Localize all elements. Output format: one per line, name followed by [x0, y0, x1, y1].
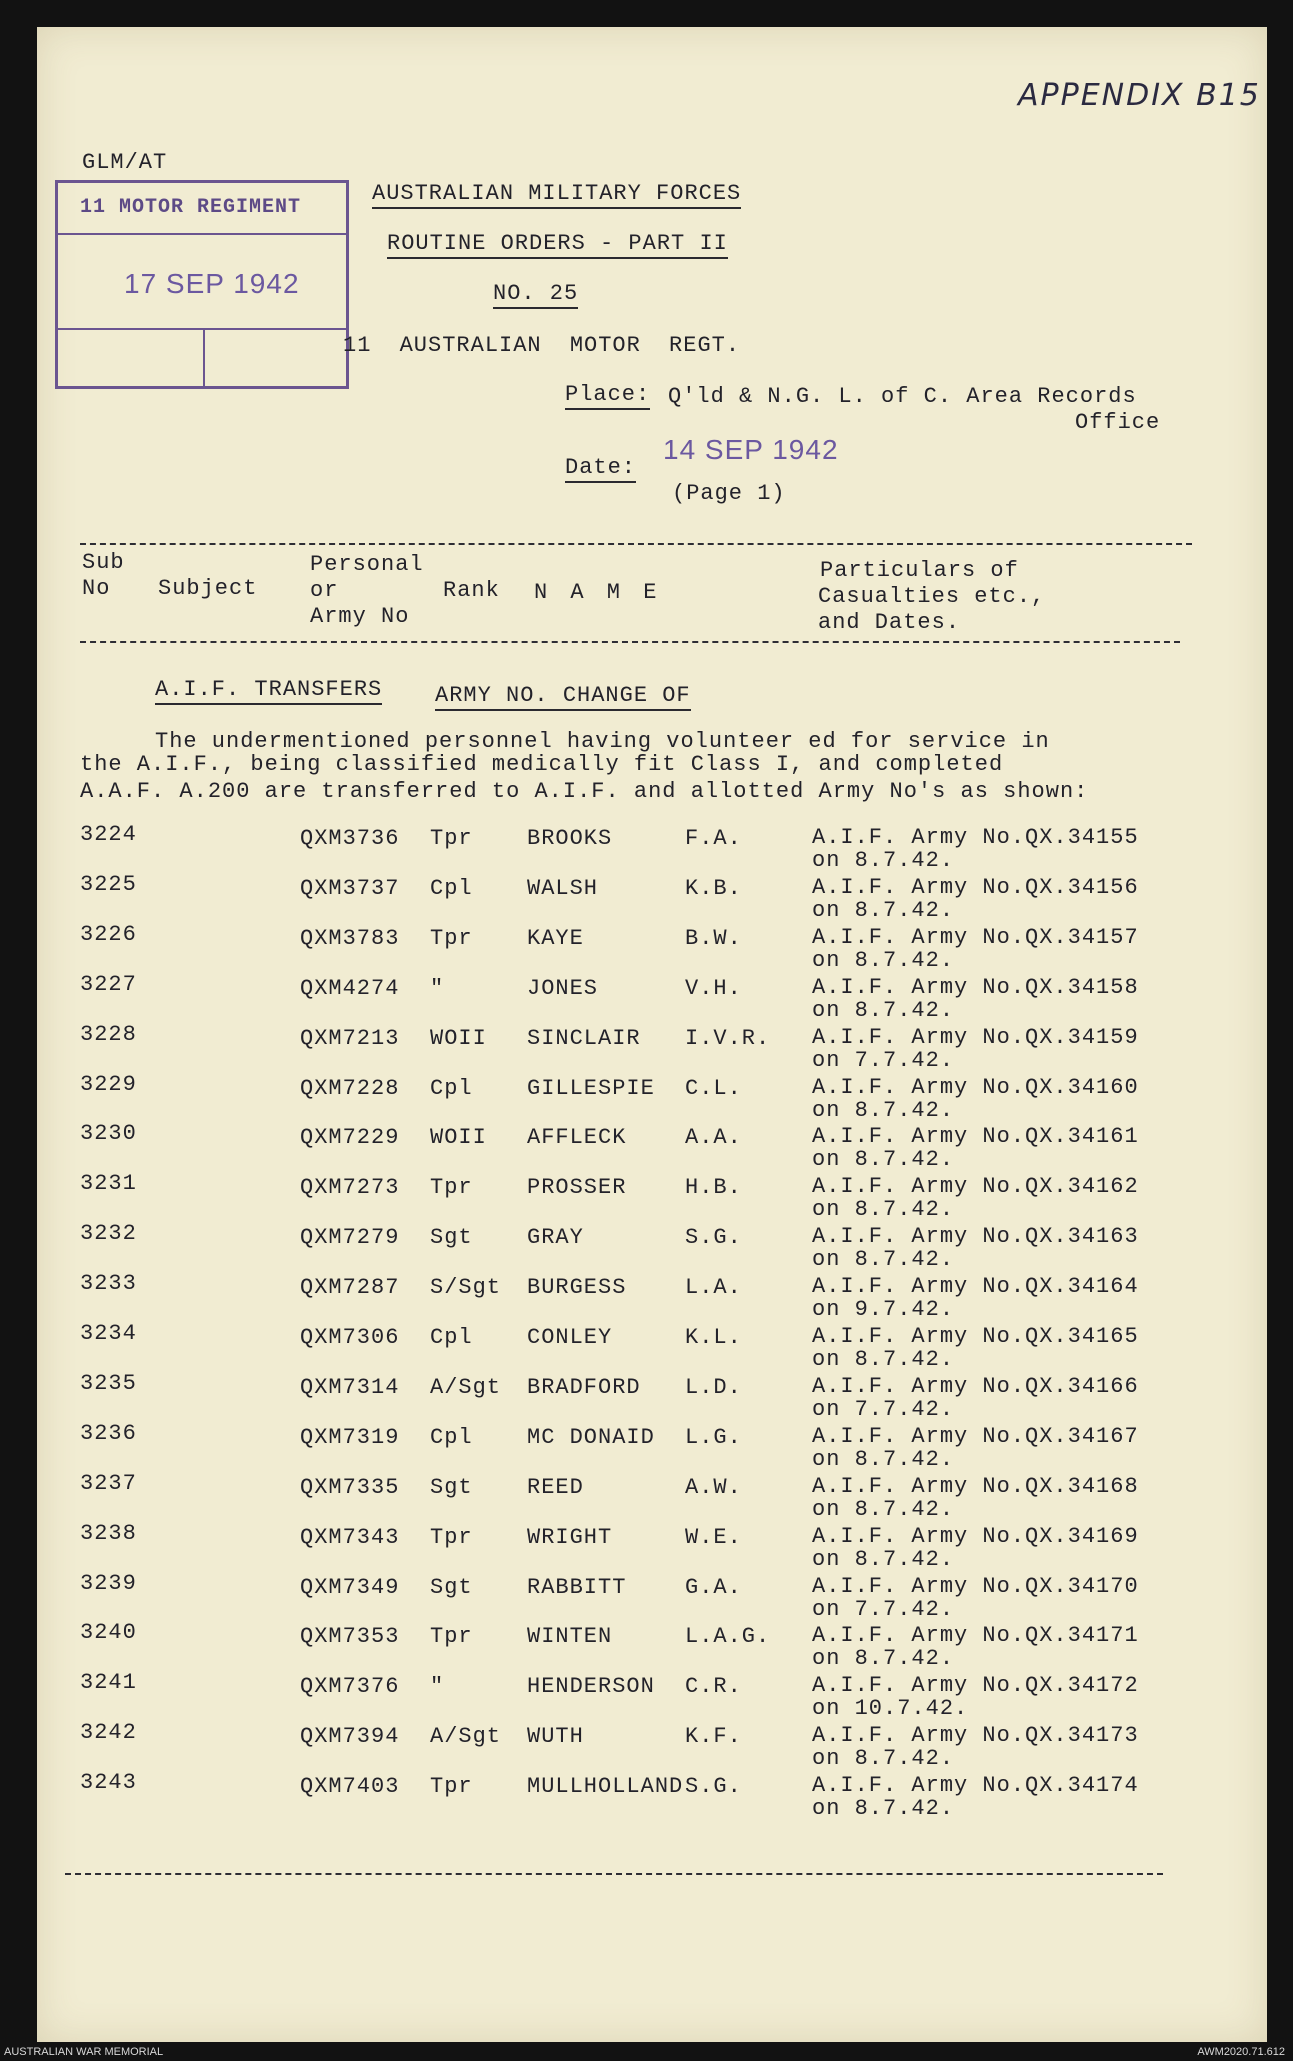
- row-name: KAYE: [527, 926, 584, 951]
- row-name: WINTEN: [527, 1624, 613, 1649]
- row-particulars: [812, 1076, 1139, 1122]
- row-particulars: [812, 826, 1139, 872]
- row-sub-no: 3242: [80, 1720, 137, 1745]
- row-name: WRIGHT: [527, 1525, 613, 1550]
- section-title-army-no: ARMY NO. CHANGE OF: [435, 683, 691, 711]
- row-particulars: [812, 926, 1139, 972]
- row-name: CONLEY: [527, 1325, 613, 1350]
- row-army-no: QXM3737: [300, 876, 400, 901]
- row-initials: L.G.: [685, 1425, 742, 1450]
- row-initials: B.W.: [685, 926, 742, 951]
- row-particulars-date: on 8.7.42.: [812, 848, 955, 873]
- handwritten-annotation: APPENDIX B15: [1018, 78, 1261, 113]
- row-rank: Sgt: [430, 1575, 473, 1600]
- col-personal-3: Army No: [310, 604, 410, 629]
- row-army-no: QXM7403: [300, 1774, 400, 1799]
- row-rank: Sgt: [430, 1475, 473, 1500]
- row-initials: K.F.: [685, 1724, 742, 1749]
- col-particulars-2: Casualties etc.,: [818, 584, 1046, 609]
- row-sub-no: 3241: [80, 1670, 137, 1695]
- row-particulars: [812, 1674, 1139, 1720]
- date-stamp: 14 SEP 1942: [663, 434, 839, 465]
- row-particulars-date: on 7.7.42.: [812, 1397, 955, 1422]
- row-particulars-army-no: A.I.F. Army No.QX.34158: [812, 975, 1139, 1000]
- section-paragraph-3: A.A.F. A.200 are transferred to A.I.F. and allotted Army No's as shown:: [80, 779, 1089, 804]
- row-rank: Cpl: [430, 876, 473, 901]
- row-particulars: [812, 1475, 1139, 1521]
- row-sub-no: 3227: [80, 972, 137, 997]
- row-army-no: QXM7229: [300, 1125, 400, 1150]
- row-initials: I.V.R.: [685, 1026, 771, 1051]
- row-army-no: QXM7213: [300, 1026, 400, 1051]
- section-title-transfers: A.I.F. TRANSFERS: [155, 677, 382, 705]
- row-sub-no: 3243: [80, 1770, 137, 1795]
- row-sub-no: 3236: [80, 1421, 137, 1446]
- row-sub-no: 3233: [80, 1271, 137, 1296]
- row-army-no: QXM7349: [300, 1575, 400, 1600]
- row-particulars-date: on 8.7.42.: [812, 1497, 955, 1522]
- row-name: WUTH: [527, 1724, 584, 1749]
- row-initials: A.W.: [685, 1475, 742, 1500]
- row-rank: Tpr: [430, 826, 473, 851]
- row-initials: K.B.: [685, 876, 742, 901]
- place-value: Q'ld & N.G. L. of C. Area Records: [668, 384, 1137, 409]
- row-rank: Sgt: [430, 1225, 473, 1250]
- footer-accession: AWM2020.71.612: [1197, 2046, 1285, 2058]
- row-rank: Tpr: [430, 1774, 473, 1799]
- row-rank: A/Sgt: [430, 1375, 502, 1400]
- row-particulars-date: on 8.7.42.: [812, 1347, 955, 1372]
- row-army-no: QXM7279: [300, 1225, 400, 1250]
- row-initials: L.D.: [685, 1375, 742, 1400]
- row-particulars-army-no: A.I.F. Army No.QX.34168: [812, 1474, 1139, 1499]
- col-particulars-1: Particulars of: [820, 558, 1019, 583]
- row-initials: S.G.: [685, 1774, 742, 1799]
- row-particulars-army-no: A.I.F. Army No.QX.34169: [812, 1524, 1139, 1549]
- row-sub-no: 3240: [80, 1620, 137, 1645]
- row-rank: ": [430, 1674, 445, 1699]
- row-particulars-date: on 8.7.42.: [812, 1646, 955, 1671]
- row-particulars-date: on 8.7.42.: [812, 898, 955, 923]
- row-army-no: QXM4274: [300, 976, 400, 1001]
- row-particulars-date: on 8.7.42.: [812, 1197, 955, 1222]
- row-rank: Cpl: [430, 1325, 473, 1350]
- row-army-no: QXM3783: [300, 926, 400, 951]
- stamp-date: 17 SEP 1942: [124, 268, 300, 299]
- row-name: JONES: [527, 976, 599, 1001]
- row-particulars-army-no: A.I.F. Army No.QX.34173: [812, 1723, 1139, 1748]
- header-routine-orders: ROUTINE ORDERS - PART II: [387, 231, 728, 259]
- row-particulars-army-no: A.I.F. Army No.QX.34172: [812, 1673, 1139, 1698]
- row-particulars-army-no: A.I.F. Army No.QX.34155: [812, 825, 1139, 850]
- row-rank: Cpl: [430, 1076, 473, 1101]
- row-initials: C.R.: [685, 1674, 742, 1699]
- row-sub-no: 3226: [80, 922, 137, 947]
- header-unit: 11 AUSTRALIAN MOTOR REGT.: [343, 333, 741, 358]
- row-particulars-army-no: A.I.F. Army No.QX.34170: [812, 1574, 1139, 1599]
- row-rank: Tpr: [430, 1624, 473, 1649]
- date-label: Date:: [565, 455, 636, 483]
- row-particulars-army-no: A.I.F. Army No.QX.34164: [812, 1274, 1139, 1299]
- row-particulars-date: on 7.7.42.: [812, 1048, 955, 1073]
- row-sub-no: 3231: [80, 1171, 137, 1196]
- section-paragraph-1: The undermentioned personnel having volunteer ed for service in: [155, 729, 1050, 754]
- row-initials: V.H.: [685, 976, 742, 1001]
- row-particulars: [812, 1375, 1139, 1421]
- received-stamp: [55, 180, 349, 389]
- row-army-no: QXM7273: [300, 1175, 400, 1200]
- row-name: MC DONAID: [527, 1425, 655, 1450]
- row-particulars: [812, 876, 1139, 922]
- row-particulars-date: on 10.7.42.: [812, 1696, 969, 1721]
- row-sub-no: 3228: [80, 1022, 137, 1047]
- row-particulars-army-no: A.I.F. Army No.QX.34165: [812, 1324, 1139, 1349]
- row-particulars-army-no: A.I.F. Army No.QX.34167: [812, 1424, 1139, 1449]
- row-particulars: [812, 1624, 1139, 1670]
- row-name: SINCLAIR: [527, 1026, 641, 1051]
- row-particulars-date: on 8.7.42.: [812, 1247, 955, 1272]
- row-sub-no: 3238: [80, 1521, 137, 1546]
- row-particulars: [812, 1575, 1139, 1621]
- row-initials: A.A.: [685, 1125, 742, 1150]
- row-army-no: QXM7335: [300, 1475, 400, 1500]
- col-personal-1: Personal: [310, 552, 424, 577]
- col-personal-2: or: [310, 578, 339, 603]
- row-particulars-army-no: A.I.F. Army No.QX.34161: [812, 1124, 1139, 1149]
- row-sub-no: 3225: [80, 872, 137, 897]
- divider-top: [80, 543, 1192, 545]
- row-particulars-army-no: A.I.F. Army No.QX.34159: [812, 1025, 1139, 1050]
- header-forces: AUSTRALIAN MILITARY FORCES: [372, 181, 741, 209]
- row-particulars: [812, 1125, 1139, 1171]
- row-particulars-army-no: A.I.F. Army No.QX.34163: [812, 1224, 1139, 1249]
- divider-bottom: [65, 1873, 1163, 1875]
- row-particulars: [812, 1325, 1139, 1371]
- row-initials: F.A.: [685, 826, 742, 851]
- row-rank: ": [430, 976, 445, 1001]
- page-number: (Page 1): [672, 481, 786, 506]
- row-name: REED: [527, 1475, 584, 1500]
- row-army-no: QXM7376: [300, 1674, 400, 1699]
- row-sub-no: 3232: [80, 1221, 137, 1246]
- row-particulars: [812, 1525, 1139, 1571]
- row-army-no: QXM7319: [300, 1425, 400, 1450]
- row-particulars-date: on 8.7.42.: [812, 948, 955, 973]
- row-particulars-army-no: A.I.F. Army No.QX.34160: [812, 1075, 1139, 1100]
- row-rank: Tpr: [430, 1525, 473, 1550]
- col-sub-2: No: [82, 576, 111, 601]
- row-name: RABBITT: [527, 1575, 627, 1600]
- row-particulars-date: on 8.7.42.: [812, 1547, 955, 1572]
- row-initials: L.A.: [685, 1275, 742, 1300]
- row-name: WALSH: [527, 876, 599, 901]
- row-rank: WOII: [430, 1026, 487, 1051]
- row-initials: W.E.: [685, 1525, 742, 1550]
- col-sub-1: Sub: [82, 550, 125, 575]
- section-paragraph-2: the A.I.F., being classified medically fit Class I, and completed: [80, 752, 1004, 777]
- row-particulars-date: on 8.7.42.: [812, 1746, 955, 1771]
- row-name: BRADFORD: [527, 1375, 641, 1400]
- place-value-office: Office: [1075, 410, 1161, 435]
- col-particulars-3: and Dates.: [818, 610, 961, 635]
- header-number: NO. 25: [493, 281, 578, 309]
- row-sub-no: 3224: [80, 822, 137, 847]
- place-label: Place:: [565, 382, 650, 410]
- row-rank: WOII: [430, 1125, 487, 1150]
- row-particulars: [812, 1425, 1139, 1471]
- row-initials: H.B.: [685, 1175, 742, 1200]
- row-sub-no: 3234: [80, 1321, 137, 1346]
- col-rank: Rank: [443, 578, 500, 603]
- row-particulars-date: on 9.7.42.: [812, 1297, 955, 1322]
- row-sub-no: 3239: [80, 1571, 137, 1596]
- row-particulars-army-no: A.I.F. Army No.QX.34162: [812, 1174, 1139, 1199]
- row-particulars-date: on 8.7.42.: [812, 998, 955, 1023]
- row-name: PROSSER: [527, 1175, 627, 1200]
- col-name: N A M E: [534, 580, 658, 605]
- row-particulars-date: on 8.7.42.: [812, 1447, 955, 1472]
- row-initials: K.L.: [685, 1325, 742, 1350]
- row-particulars: [812, 1026, 1139, 1072]
- row-particulars-date: on 8.7.42.: [812, 1147, 955, 1172]
- row-particulars-date: on 8.7.42.: [812, 1796, 955, 1821]
- row-particulars-army-no: A.I.F. Army No.QX.34171: [812, 1623, 1139, 1648]
- row-particulars: [812, 1724, 1139, 1770]
- row-particulars: [812, 1275, 1139, 1321]
- reference-code: GLM/AT: [82, 150, 168, 175]
- row-particulars-army-no: A.I.F. Army No.QX.34157: [812, 925, 1139, 950]
- row-rank: S/Sgt: [430, 1275, 502, 1300]
- row-rank: Cpl: [430, 1425, 473, 1450]
- row-army-no: QXM7306: [300, 1325, 400, 1350]
- row-name: BURGESS: [527, 1275, 627, 1300]
- row-army-no: QXM7353: [300, 1624, 400, 1649]
- row-particulars: [812, 1225, 1139, 1271]
- row-initials: L.A.G.: [685, 1624, 771, 1649]
- row-particulars: [812, 976, 1139, 1022]
- row-army-no: QXM7228: [300, 1076, 400, 1101]
- row-sub-no: 3235: [80, 1371, 137, 1396]
- row-particulars-army-no: A.I.F. Army No.QX.34156: [812, 875, 1139, 900]
- row-rank: A/Sgt: [430, 1724, 502, 1749]
- row-army-no: QXM3736: [300, 826, 400, 851]
- row-particulars-date: on 8.7.42.: [812, 1098, 955, 1123]
- row-army-no: QXM7394: [300, 1724, 400, 1749]
- row-sub-no: 3237: [80, 1471, 137, 1496]
- row-army-no: QXM7287: [300, 1275, 400, 1300]
- row-particulars-army-no: A.I.F. Army No.QX.34174: [812, 1773, 1139, 1798]
- footer-institution: AUSTRALIAN WAR MEMORIAL: [4, 2046, 164, 2058]
- stamp-unit: 11 MOTOR REGIMENT: [80, 196, 302, 219]
- row-particulars: [812, 1774, 1139, 1820]
- col-subject: Subject: [158, 576, 258, 601]
- row-name: BROOKS: [527, 826, 613, 851]
- row-army-no: QXM7314: [300, 1375, 400, 1400]
- row-initials: C.L.: [685, 1076, 742, 1101]
- row-rank: Tpr: [430, 926, 473, 951]
- divider-header: [80, 641, 1180, 643]
- row-sub-no: 3230: [80, 1121, 137, 1146]
- row-particulars-date: on 7.7.42.: [812, 1597, 955, 1622]
- row-name: HENDERSON: [527, 1674, 655, 1699]
- row-rank: Tpr: [430, 1175, 473, 1200]
- row-army-no: QXM7343: [300, 1525, 400, 1550]
- row-name: GRAY: [527, 1225, 584, 1250]
- row-sub-no: 3229: [80, 1072, 137, 1097]
- row-initials: S.G.: [685, 1225, 742, 1250]
- row-name: GILLESPIE: [527, 1076, 655, 1101]
- row-initials: G.A.: [685, 1575, 742, 1600]
- row-name: AFFLECK: [527, 1125, 627, 1150]
- row-name: MULLHOLLAND: [527, 1774, 684, 1799]
- row-particulars: [812, 1175, 1139, 1221]
- row-particulars-army-no: A.I.F. Army No.QX.34166: [812, 1374, 1139, 1399]
